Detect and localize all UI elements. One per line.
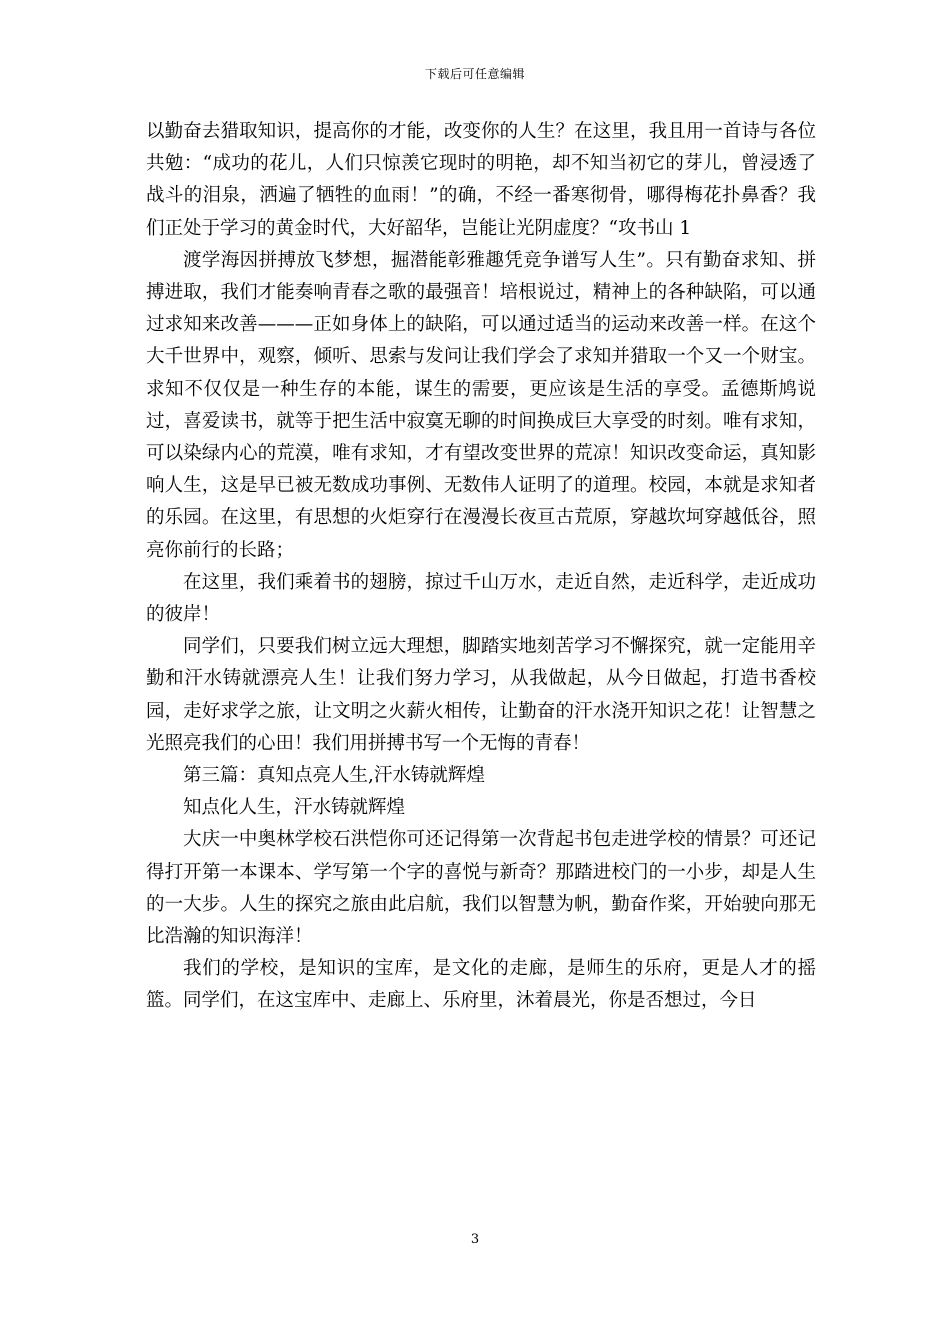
page-header: 下载后可任意编辑 [424,67,525,81]
page-number: 3 [470,1232,480,1247]
document-body [146,116,816,1018]
paragraph: 我们的学校，是知识的宝库，是文化的走廊，是师生的乐府，更是人才的摇篮。同学们，在这宝库中、走廊上、乐府里，沐着晨光，你是否想过，今日 [146,958,816,1012]
paragraph: 在这里，我们乘着书的翅膀，掠过千山万水，走近自然，走近科学，走近成功的彼岸！ [146,571,816,626]
paragraph: 大庆一中奥林学校石洪恺你可还记得第一次背起书包走进学校的情景？可还记得打开第一本课本、学写第一个字的喜悦与新奇？那踏进校门的一小步，却是人生的一大步。人生的探究之旅由此启航，我们以智慧为帆，勤奋作桨，开始驶向那无比浩瀚的知识海洋！ [146,829,816,948]
section-subtitle: 知点化人生，汗水铸就辉煌 [183,797,406,819]
section-heading: 第三篇：真知点亮人生,汗水铸就辉煌 [183,765,485,787]
paragraph: 同学们，只要我们树立远大理想，脚踏实地刻苦学习不懈探究，就一定能用辛勤和汗水铸就漂亮人生！让我们努力学习，从我做起，从今日做起，打造书香校园，走好求学之旅，让文明之火薪火相传，让勤奋的汗水浇开知识之花！让智慧之光照亮我们的心田！我们用拼搏书写一个无悔的青春！ [146,636,816,754]
paragraph: 渡学海因拼搏放飞梦想，掘潜能彰雅趣凭竞争谱写人生”。只有勤奋求知、拼搏进取，我们才能奏响青春之歌的最强音！培根说过，精神上的各种缺陷，可以通过求知来改善———正如身体上的缺陷，可以通过适当的运动来改善一样。在这个大千世界中，观察，倾听、思索与发问让我们学会了求知并猎取一个又一个财宝。求知不仅仅是一种生存的本能，谋生的需要，更应该是生活的享受。孟德斯鸠说过，喜爱读书，就等于把生活中寂寞无聊的时间换成巨大享受的时刻。唯有求知，可以染绿内心的荒漠，唯有求知，才有望改变世界的荒凉！知识改变命运，真知影响人生，这是早已被无数成功事例、无数伟人证明了的道理。校园，本就是求知者的乐园。在这里，有思想的火炬穿行在漫漫长夜亘古荒原，穿越坎坷穿越低谷，照亮你前行的长路； [146,249,816,561]
paragraph: 以勤奋去猎取知识，提高你的才能，改变你的人生？在这里，我且用一首诗与各位共勉：“成功的花儿，人们只惊羡它现时的明艳，却不知当初它的芽儿，曾浸透了战斗的泪泉，洒遍了牺牲的血雨！”的确，不经一番寒彻骨，哪得梅花扑鼻香？我们正处于学习的黄金时代，大好韶华，岂能让光阴虚度？“攻书山 1 [146,121,816,239]
